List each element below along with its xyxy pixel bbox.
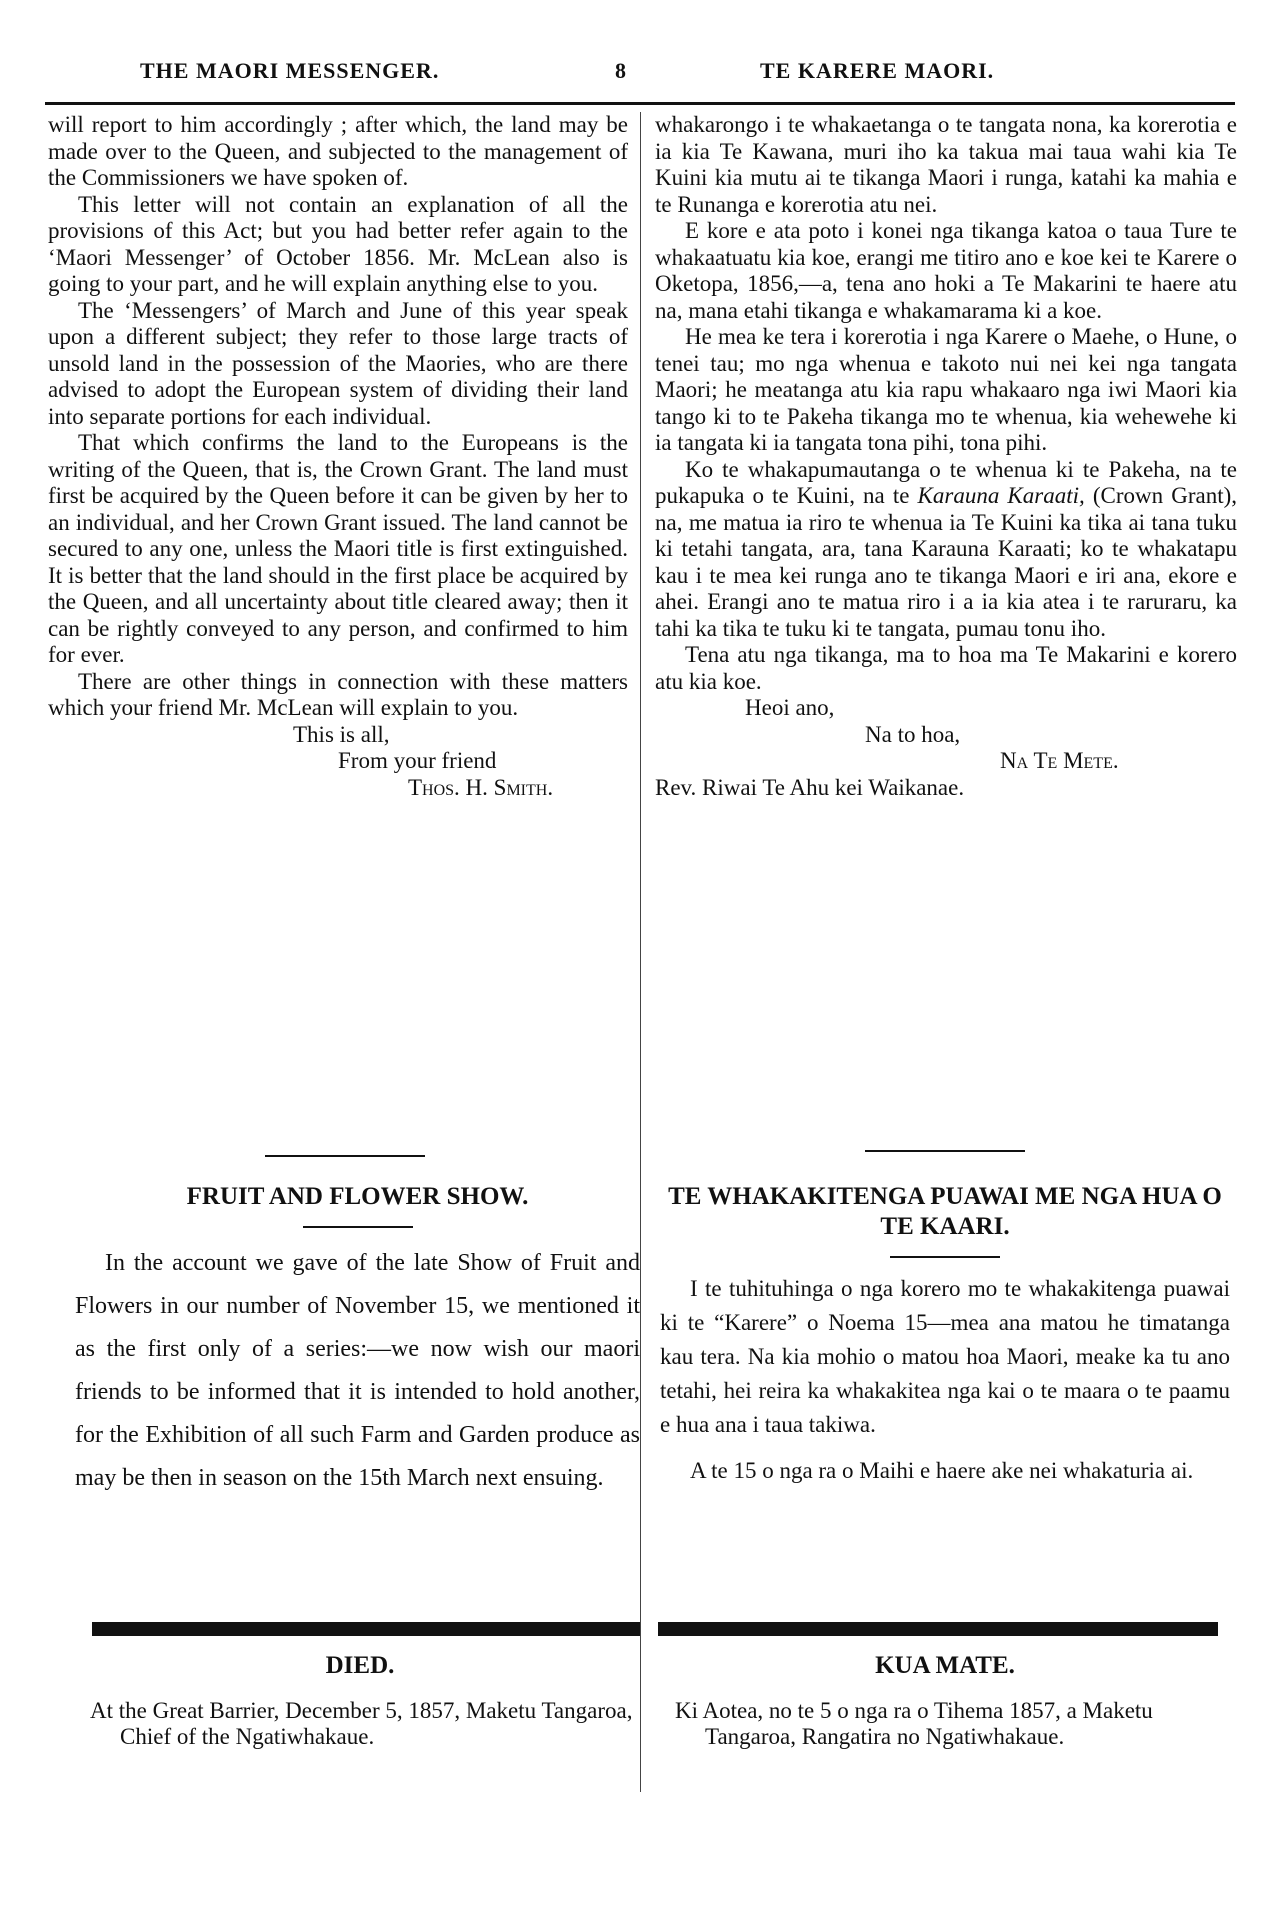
letter-paragraph: That which confirms the land to the Europeans is the writing of the Queen, that is, the Crown Grant. The land must first be acquired by the Queen before it can be given by her to an individual, and her Crown Grant issued. The land cannot be secured to any one, unless the Maori title is first extinguished. It is better that the land should in the first place be acquired by the Queen, and all uncertainty about title cleared away; then it can be rightly conveyed to any person, and confirmed to him for ever.	[48, 430, 628, 667]
letter-paragraph: There are other things in connection with these matters which your friend Mr. McLean will explain to you.	[48, 668, 628, 720]
thick-rule	[92, 1622, 640, 1636]
thick-rule	[658, 1622, 1218, 1636]
header-title-maori: TE KARERE MAORI.	[760, 58, 995, 83]
section-title: FRUIT AND FLOWER SHOW.	[186, 1183, 529, 1210]
crown-text: Ko te whakapumautanga o te whenua ki te Pakeha, na te pukapuka o te Kuini, na te	[655, 456, 1237, 508]
section-body: A te 15 o nga ra o Maihi e haere ake nei whakaturia ai.	[690, 1458, 1194, 1483]
letter-signature: Thos. H. Smith.	[408, 774, 554, 800]
header-title-english: THE MAORI MESSENGER.	[140, 58, 440, 83]
letter-paragraph: whakarongo i te whakaetanga o te tangata nona, ka korerotia e ia kia Te Kawana, muri iho ka takua mai taua wahi kia Te Kuini kia mutu ai te tikanga Maori i runga, katahi ka mahia e te Runanga e korerotia atu nei.	[655, 112, 1237, 217]
page-number: 8	[615, 58, 627, 83]
died-notice: Ki Aotea, no te 5 o nga ra o Tihema 1857, a Maketu Tangaroa, Rangatira no Ngatiwhakaue.	[675, 1698, 1153, 1749]
section-title: TE WHAKAKITENGA PUAWAI ME NGA HUA O TE KAARI.	[668, 1183, 1222, 1240]
died-english	[80, 1652, 640, 1750]
letter-paragraph: This letter will not contain an explanation of all the provisions of this Act; but you had better refer again to the ‘Maori Messenger’ of October 1856. Mr. McLean also is going to your part, and he will explain anything else to you.	[48, 191, 628, 296]
letter-maori	[655, 112, 1237, 801]
title-rule	[890, 1256, 1000, 1258]
letter-paragraph: The ‘Messengers’ of March and June of this year speak upon a different subject; they refer to those large tracts of unsold land in the possession of the Maories, who are there advised to adopt the European system of dividing their land into separate portions for each individual.	[48, 297, 628, 429]
died-maori	[665, 1652, 1225, 1750]
section-body: I te tuhituhinga o nga korero mo te whakakitenga puawai ki te “Karere” o Noema 15—mea ana matou he timatanga kau tera. Na kia mohio o matou hoa Maori, meake ka tu ano tetahi, hei reira ka whakakitea nga kai o te maara o te paamu e hua ana i taua takiwa.	[660, 1276, 1230, 1437]
letter-closing: This is all,	[293, 721, 390, 747]
page-header	[0, 58, 1280, 98]
section-body: In the account we gave of the late Show of Fruit and Flowers in our number of November 15, we mentioned it as the first only of a series:—we now wish our maori friends to be informed that it is intended to hold another, for the Exhibition of all such Farm and Garden produce as may be then in season on the 15th March next ensuing.	[75, 1250, 640, 1491]
crown-text: (Crown Grant), na, me matua ia riro te whenua ia Te Kuini ka tika ai tana tuku ki tetahi tangata, ara, tana Karauna Karaati; ko te whakatapu kau i te mea kei runga ano te tikanga Maori e iri ana, ekore e ahei. Erangi ano te matua riro i a ia kia atea i te raruraru, ka tahi ka tika te tuku ki te tangata, pumau tonu iho.	[655, 483, 1238, 641]
died-title: KUA MATE.	[875, 1652, 1015, 1679]
column-divider	[640, 112, 641, 1792]
letter-closing: Heoi ano,	[745, 695, 835, 720]
letter-closing: Na to hoa,	[865, 721, 961, 747]
section-divider	[865, 1150, 1025, 1152]
fruit-show-english	[75, 1182, 640, 1500]
crown-text-italic: Karauna Karaati,	[917, 483, 1085, 508]
letter-paragraph: will report to him accordingly ; after which, the land may be made over to the Queen, and subjected to the management of the Commissioners we have spoken of.	[48, 112, 628, 190]
letter-addressee: Rev. Riwai Te Ahu kei Waikanae.	[655, 774, 965, 800]
letter-paragraph-crown-grant	[655, 457, 1237, 643]
letter-paragraph: He mea ke tera i korerotia i nga Karere o Maehe, o Hune, o tenei tau; mo nga whenua e takoto nui nei kei nga tangata Maori; he meatanga atu kia rapu whakaaro nga iwi Maori kia tango ki to te Pakeha tikanga mo te whenua, kia wehewehe ki ia tangata ki ia tangata tona pihi, tona pihi.	[655, 324, 1237, 455]
letter-closing: From your friend	[338, 748, 497, 773]
section-divider	[265, 1155, 425, 1157]
letter-paragraph: Tena atu nga tikanga, ma to hoa ma Te Makarini e korero atu kia koe.	[655, 642, 1237, 694]
died-notice: At the Great Barrier, December 5, 1857, Maketu Tangaroa, Chief of the Ngatiwhakaue.	[90, 1698, 633, 1749]
fruit-show-maori	[660, 1182, 1230, 1488]
header-rule	[45, 102, 1235, 105]
died-title: DIED.	[325, 1652, 395, 1679]
letter-signature: Na Te Mete.	[1000, 748, 1119, 773]
letter-paragraph: E kore e ata poto i konei nga tikanga katoa o taua Ture te whakaatuatu kia koe, erangi me titiro ano e koe kei te Karere o Oketopa, 1856,—a, tena ano hoki a Te Makarini te haere atu na, mana etahi tikanga e whakamarama ki a koe.	[655, 218, 1237, 323]
letter-english	[48, 112, 628, 801]
title-rule	[303, 1226, 413, 1228]
